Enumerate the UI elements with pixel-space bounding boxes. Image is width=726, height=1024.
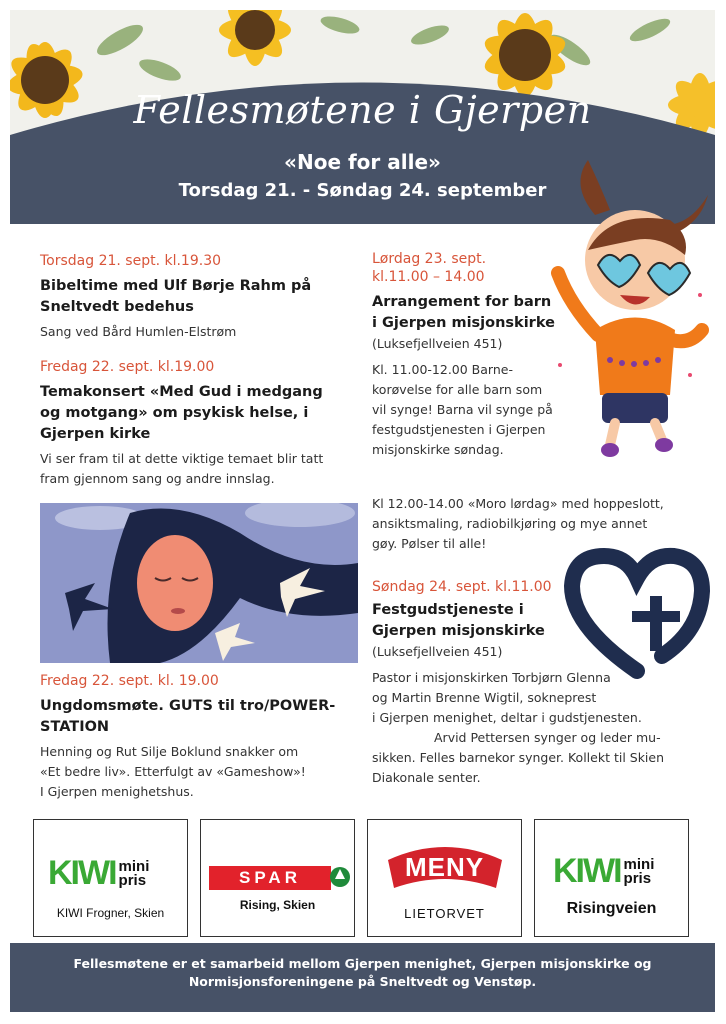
heading-line: Sneltvedt bedehus (40, 299, 194, 315)
event-description (372, 668, 707, 788)
desc-line: korøvelse for alle barn som (372, 382, 543, 397)
desc-line: Pastor i misjonskirken Torbjørn Glenna (372, 670, 611, 685)
jumping-girl-illustration (540, 155, 715, 460)
sponsor-location: LIETORVET (404, 906, 485, 921)
event-thursday (40, 252, 360, 342)
kiwi-logo (553, 852, 654, 891)
heading-line: Festgudstjeneste i (372, 602, 524, 618)
desc-line: fram gjennom sang og andre innslag. (40, 471, 275, 486)
sponsor-location: KIWI Frogner, Skien (56, 906, 165, 920)
event-description (40, 449, 360, 489)
kiwi-brand: KIWI (553, 852, 621, 890)
event-description (40, 322, 360, 342)
desc-line: gøy. Pølser til alle! (372, 536, 487, 551)
event-address: (Luksefjellveien 451) (372, 644, 503, 659)
footer-line: Fellesmøtene er et samarbeid mellom Gjerpen menighet, Gjerpen misjonskirke og (73, 956, 652, 971)
event-title: Fellesmøtene i Gjerpen (133, 88, 592, 132)
desc-line: ansiktsmaling, radiobilkjøring og mye annet (372, 516, 648, 531)
desc-line: Vi ser fram til at dette viktige temaet blir tatt (40, 451, 324, 466)
spar-logo: SPAR (209, 866, 331, 890)
event-heading (40, 276, 360, 318)
event-time: Søndag 24. sept. kl.11.00 (372, 579, 552, 595)
heart-cross-icon (562, 546, 712, 681)
kiwi-logo (48, 854, 149, 893)
mini-text: mini (623, 855, 655, 873)
desc-line: Kl 12.00-14.00 «Moro lørdag» med hoppeslott, (372, 496, 664, 511)
sponsor-kiwi-risingveien (534, 819, 689, 937)
kiwi-minipris (118, 857, 150, 889)
desc-line: i Gjerpen menighet, deltar i gudstjenesten. (372, 710, 642, 725)
kiwi-minipris (623, 855, 655, 887)
desc-line: I Gjerpen menighetshus. (40, 784, 194, 799)
sponsor-spar-rising (200, 819, 355, 937)
pris-text: pris (623, 869, 652, 887)
time-line: kl.11.00 – 14.00 (372, 269, 485, 285)
desc-line: Henning og Rut Silje Boklund snakker om (40, 744, 299, 759)
spar-tree-icon (329, 864, 351, 892)
heading-line: og motgang» om psykisk helse, i (40, 405, 309, 421)
event-dates: Torsdag 21. - Søndag 24. september (178, 180, 547, 201)
event-description (372, 494, 702, 554)
sponsor-location: Rising, Skien (239, 898, 316, 912)
event-saturday-fun (372, 494, 702, 554)
meny-brand: MENY (404, 852, 485, 882)
event-friday-youth (40, 672, 370, 802)
desc-line: Sang ved Bård Humlen-Elstrøm (40, 324, 237, 339)
event-time: Fredag 22. sept. kl. 19.00 (40, 673, 219, 689)
desc-line: og Martin Brenne Wigtil, sokneprest (372, 690, 597, 705)
desc-line: «Et bedre liv». Etterfulgt av «Gameshow»! (40, 764, 306, 779)
kiwi-brand: KIWI (48, 854, 116, 892)
heading-line: Gjerpen kirke (40, 426, 151, 442)
pris-text: pris (118, 871, 147, 889)
footer (10, 943, 715, 1012)
desc-line: festgudstjenesten i Gjerpen (372, 422, 546, 437)
poster (10, 10, 715, 1012)
heading-line: Temakonsert «Med Gud i medgang (40, 384, 323, 400)
event-heading (40, 382, 360, 445)
sponsor-kiwi-frogner (33, 819, 188, 937)
desc-line: misjonskirke søndag. (372, 442, 504, 457)
desc-line: Kl. 11.00-12.00 Barne- (372, 362, 513, 377)
event-time: Torsdag 21. sept. kl.19.30 (40, 253, 222, 269)
woman-with-doves-illustration (40, 503, 358, 663)
heading-line: Ungdomsmøte. GUTS til tro/POWER- (40, 698, 336, 714)
sponsor-location: Risingveien (566, 900, 657, 917)
heading-line: Arrangement for barn (372, 294, 552, 310)
desc-line: Arvid Pettersen synger og leder mu- (434, 730, 661, 745)
heading-line: Bibeltime med Ulf Børje Rahm på (40, 278, 312, 294)
time-line: Lørdag 23. sept. (372, 251, 487, 267)
mini-text: mini (118, 857, 150, 875)
desc-line: sikken. Felles barnekor synger. Kollekt til Skien (372, 750, 665, 765)
event-time: Fredag 22. sept. kl.19.00 (40, 359, 215, 375)
event-address: (Luksefjellveien 451) (372, 336, 503, 351)
event-friday-concert (40, 358, 360, 489)
event-description (40, 742, 370, 802)
event-heading (40, 696, 370, 738)
event-subtitle: «Noe for alle» (284, 150, 441, 174)
heading-line: i Gjerpen misjonskirke (372, 315, 555, 331)
footer-line: Normisjonsforeningene på Sneltvedt og Venstøp. (188, 974, 537, 989)
desc-line: Diakonale senter. (372, 770, 481, 785)
heading-line: STATION (40, 719, 110, 735)
heading-line: Gjerpen misjonskirke (372, 623, 545, 639)
desc-line: vil synge! Barna vil synge på (372, 402, 553, 417)
sponsor-meny-lietorvet (367, 819, 522, 937)
